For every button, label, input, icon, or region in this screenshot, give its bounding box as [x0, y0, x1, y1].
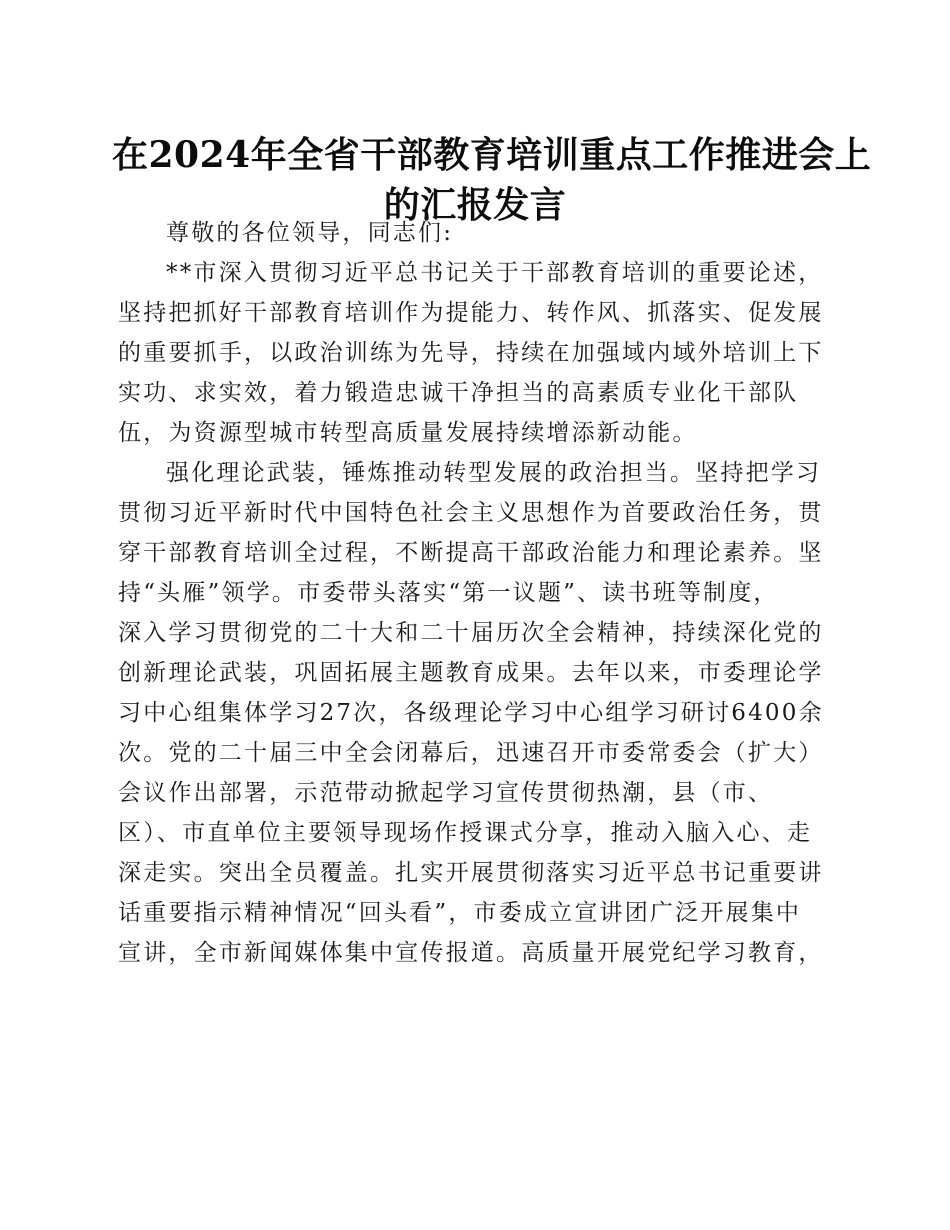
- paragraph-2-line-12: 话重要指示精神情况“回头看”，市委成立宣讲团广泛开展集中: [118, 900, 802, 926]
- title-line-1: 在2024年全省干部教育培训重点工作推进会上: [112, 134, 872, 176]
- paragraph-2-line-2: 贯彻习近平新时代中国特色社会主义思想作为首要政治任务，贯: [118, 500, 824, 526]
- paragraph-2-line-4: 持“头雁”领学。市委带头落实“第一议题”、读书班等制度，: [118, 580, 779, 606]
- paragraph-2-line-7: 习中心组集体学习27次，各级理论学习中心组学习研讨6400余: [118, 700, 824, 726]
- paragraph-1-line-3: 的重要抓手，以政治训练为先导，持续在加强域内域外培训上下: [118, 340, 824, 366]
- paragraph-2-line-10: 区）、市直单位主要领导现场作授课式分享，推动入脑入心、走: [118, 820, 813, 846]
- paragraph-2-line-1: 强化理论武装，锤炼推动转型发展的政治担当。坚持把学习: [166, 460, 822, 486]
- document-body: [118, 213, 824, 973]
- paragraph-1-line-2: 坚持把抓好干部教育培训作为提能力、转作风、抓落实、促发展: [118, 300, 824, 326]
- paragraph-2-line-3: 穿干部教育培训全过程，不断提高干部政治能力和理论素养。坚: [118, 540, 824, 566]
- paragraph-2-line-11: 深走实。突出全员覆盖。扎实开展贯彻落实习近平总书记重要讲: [118, 860, 824, 886]
- paragraph-1-line-1: **市深入贯彻习近平总书记关于干部教育培训的重要论述，: [166, 260, 824, 286]
- paragraph-2-line-5: 深入学习贯彻党的二十大和二十届历次全会精神，持续深化党的: [118, 620, 824, 646]
- paragraph-2-line-9: 会议作出部署，示范带动掀起学习宣传贯彻热潮，县（市、: [118, 780, 774, 806]
- title-line-2: 的汇报发言: [383, 184, 567, 226]
- paragraph-2-line-6: 创新理论武装，巩固拓展主题教育成果。去年以来，市委理论学: [118, 660, 824, 686]
- salutation: 尊敬的各位领导，同志们:: [166, 220, 454, 246]
- paragraph-2-line-8: 次。党的二十届三中全会闭幕后，迅速召开市委常委会（扩大）: [118, 740, 824, 766]
- paragraph-1-line-4: 实功、求实效，着力锻造忠诚干净担当的高素质专业化干部队: [118, 380, 799, 406]
- paragraph-2-line-13: 宣讲，全市新闻媒体集中宣传报道。高质量开展党纪学习教育，: [118, 940, 824, 966]
- paragraph-1-line-5: 伍，为资源型城市转型高质量发展持续增添新动能。: [118, 420, 698, 446]
